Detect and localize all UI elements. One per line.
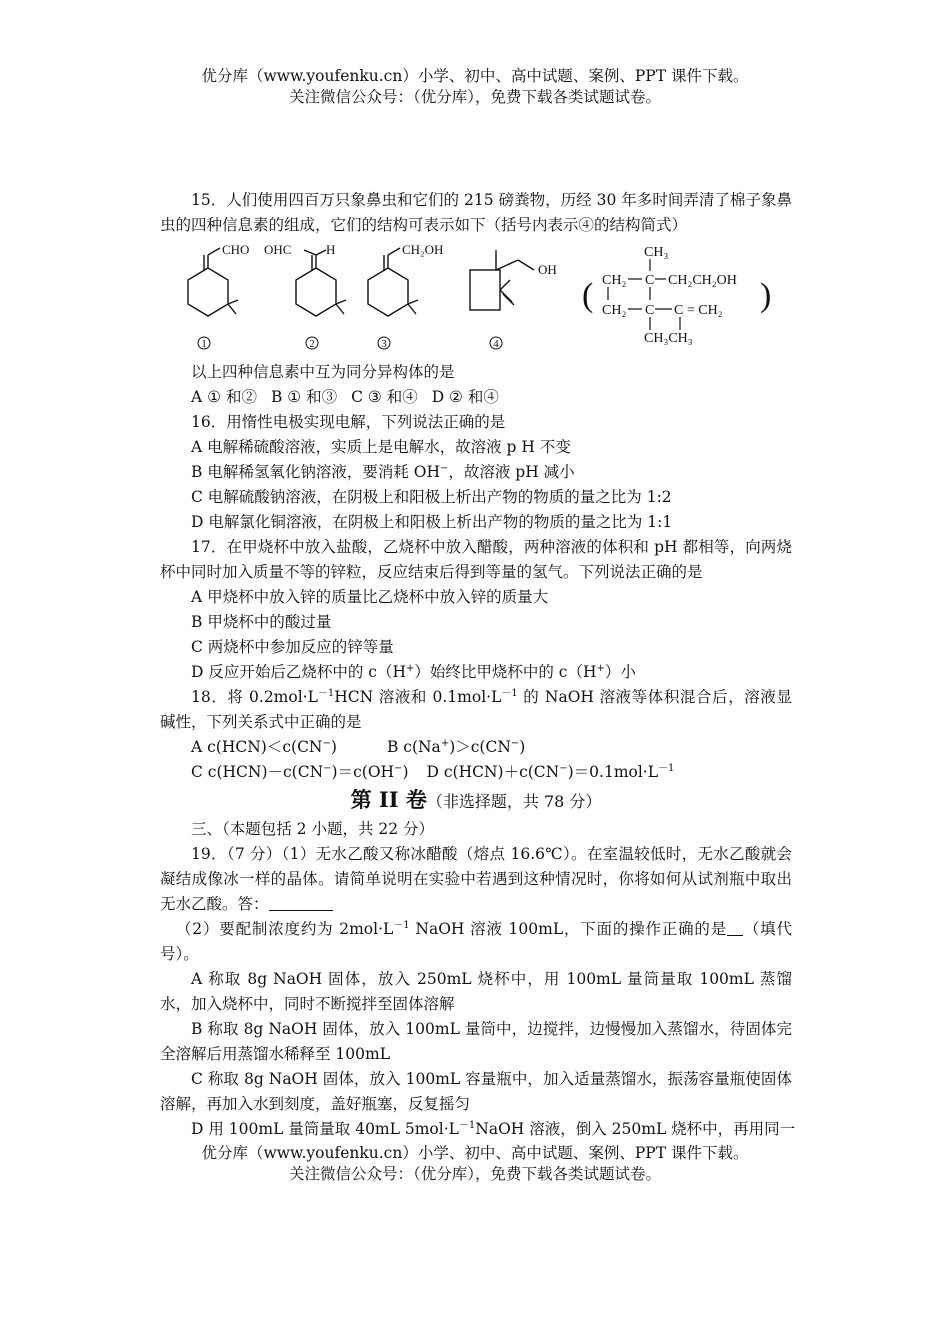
q18-stem-3: 的 NaOH 溶液等体积混合后，溶液显碱性，下列关系式中正确的是 bbox=[160, 688, 792, 731]
q16-option-c: C 电解硫酸钠溶液，在阴极上和阳极上析出产物的物质的量之比为 1:2 bbox=[191, 488, 672, 506]
section-title bbox=[160, 785, 792, 817]
s2-number-label: 2 bbox=[309, 338, 315, 350]
q18-stem-1: 18．将 0.2mol·L bbox=[191, 688, 318, 706]
q18-options-ab bbox=[160, 735, 792, 760]
q18-options-cd bbox=[160, 760, 792, 785]
q18-d-1: D c(HCN)＋c(CN bbox=[426, 763, 560, 781]
q16-b-text-2: ，故溶液 pH 减小 bbox=[448, 463, 575, 481]
q15-option-d: D ② 和④ bbox=[431, 388, 499, 406]
q17-d-text-3: ）小 bbox=[604, 663, 636, 681]
q19-answer-blank-1[interactable] bbox=[269, 894, 333, 911]
q19-d-text-1: D 用 100mL 量筒量取 40mL 5mol·L bbox=[191, 1120, 459, 1138]
q18-c-sup-1: − bbox=[323, 762, 332, 774]
q18-stem bbox=[160, 685, 792, 735]
q17-option-b: B 甲烧杯中的酸过量 bbox=[191, 613, 332, 631]
q18-c-1: C c(HCN)－c(CN bbox=[191, 763, 324, 781]
q18-b-1: B c(Na bbox=[386, 738, 441, 756]
q18-c-sup-2: − bbox=[394, 762, 403, 774]
s4-group-label: OH bbox=[538, 262, 557, 277]
row2-c: C bbox=[645, 303, 655, 318]
q15-stem: 15．人们使用四百万只象鼻虫和它们的 215 磅粪物，历经 30 年多时间弄清了棉子象鼻虫的四种信息素的组成，它们的结构可表示如下（括号内表示④的结构简式） bbox=[160, 191, 792, 234]
q16-b-text-1: B 电解稀氢氧化钠溶液，要消耗 OH bbox=[191, 463, 440, 481]
bottom-ch3ch3: CH₃CH₃ bbox=[644, 331, 693, 346]
q19-part1 bbox=[160, 842, 792, 917]
footer-line-1: 优分库（www.youfenku.cn）小学、初中、高中试题、案例、PPT 课件下载。 bbox=[201, 1144, 749, 1162]
header-line-2: 关注微信公众号：（优分库），免费下载各类试题试卷。 bbox=[288, 88, 661, 106]
q16-b-sup: − bbox=[439, 462, 449, 474]
s3-group-label: CH₂OH bbox=[402, 242, 444, 257]
q17-option-a: A 甲烧杯中放入锌的质量比乙烧杯中放入锌的质量大 bbox=[191, 588, 549, 606]
q17-d-sup-1: + bbox=[405, 662, 415, 674]
q16-stem: 16．用惰性电极实现电解，下列说法正确的是 bbox=[191, 413, 506, 431]
part-three-heading: 三、（本题包括 2 小题，共 22 分） bbox=[191, 820, 435, 838]
q16-option-b bbox=[160, 460, 792, 485]
q19-part2-text-3: （填代号）。 bbox=[160, 920, 792, 963]
footer-line-2: 关注微信公众号：（优分库），免费下载各类试题试卷。 bbox=[288, 1165, 661, 1183]
q19-part1-text: 19．（7 分）（1）无水乙酸又称冰醋酸（熔点 16.6℃）。在室温较低时，无水乙酸就会凝结成像冰一样的晶体。请简单说明在实验中若遇到这种情况时，你将如何从试剂瓶中取出无水乙酸。答： bbox=[160, 845, 792, 913]
q17-stem: 17．在甲烧杯中放入盐酸，乙烧杯中放入醋酸，两种溶液的体积和 pH 都相等，向两烧杯中同时加入质量不等的锌粒，反应结束后得到等量的氢气。下列说法正确的是 bbox=[160, 538, 792, 581]
q19-part2 bbox=[160, 917, 792, 967]
q16-option-a: A 电解稀硫酸溶液，实质上是电解水，故溶液 p H 不变 bbox=[191, 438, 571, 456]
q18-d-sup-1: − bbox=[559, 762, 568, 774]
q18-stem-sup-1: －1 bbox=[317, 687, 335, 699]
s1-number-label: 1 bbox=[201, 338, 207, 350]
q18-b-sup-2: − bbox=[510, 737, 520, 749]
q15-option-b: B ① 和③ bbox=[270, 388, 338, 406]
q17-d-text-2: ）始终比甲烧杯中的 c（H bbox=[414, 663, 597, 681]
structure-1 bbox=[188, 242, 249, 350]
q18-d-2: )＝0.1mol·L bbox=[567, 763, 659, 781]
s2-h-label: H bbox=[326, 242, 336, 257]
paren-close: ) bbox=[760, 277, 772, 314]
q16-option-d: D 电解氯化铜溶液，在阴极上和阳极上析出产物的物质的量之比为 1:1 bbox=[191, 513, 673, 531]
row1-left: CH₂ bbox=[602, 273, 627, 288]
row2-left: CH₂ bbox=[602, 303, 627, 318]
row2-right: C = CH₂ bbox=[674, 303, 723, 318]
q18-b-3: ) bbox=[519, 738, 526, 756]
q15-option-c: C ③ 和④ bbox=[351, 388, 418, 406]
s2-group-label: OHC bbox=[264, 242, 292, 257]
s1-group-label: CHO bbox=[222, 242, 250, 257]
section-title-sub: （非选择题，共 78 分） bbox=[426, 792, 602, 811]
header-line-1: 优分库（www.youfenku.cn）小学、初中、高中试题、案例、PPT 课件下载。 bbox=[201, 67, 749, 85]
q18-b-sup-1: + bbox=[440, 737, 450, 749]
s3-number-label: 3 bbox=[381, 338, 387, 350]
q18-stem-sup-2: －1 bbox=[501, 687, 518, 699]
document-body bbox=[160, 188, 796, 1142]
q19-option-c: C 称取 8g NaOH 固体，放入 100mL 容量瓶中，加入适量蒸馏水，振荡容量瓶使固体溶解，再加入水到刻度，盖好瓶塞，反复摇匀 bbox=[160, 1070, 792, 1113]
q18-c-2: )＝c(OH bbox=[331, 763, 395, 781]
q19-part2-sup: －1 bbox=[393, 919, 410, 931]
structure-3 bbox=[368, 242, 443, 350]
q19-option-a: A 称取 8g NaOH 固体，放入 250mL 烧杯中，用 100mL 量筒量取 100mL 蒸馏水，加入烧杯中，同时不断搅拌至固体溶解 bbox=[160, 970, 792, 1013]
paren-open: ( bbox=[582, 277, 594, 314]
structure-4 bbox=[470, 250, 557, 350]
q19-part2-text-1: （2）要配制浓度约为 2mol·L bbox=[176, 920, 394, 938]
structure-4-expanded bbox=[582, 245, 771, 346]
q18-c-3: ) bbox=[402, 763, 409, 781]
q19-d-sup: －1 bbox=[458, 1119, 476, 1131]
q18-a-sup: − bbox=[322, 737, 331, 749]
q15-option-a: A ① 和② bbox=[191, 388, 257, 406]
page-footer bbox=[0, 1143, 950, 1185]
row1-right: CH₂CH₂OH bbox=[668, 273, 737, 288]
q15-follow: 以上四种信息素中互为同分异构体的是 bbox=[191, 363, 455, 381]
q19-answer-blank-2[interactable] bbox=[727, 919, 743, 936]
page-header bbox=[0, 66, 950, 108]
q19-option-b: B 称取 8g NaOH 固体，放入 100mL 量筒中，边搅拌，边慢慢加入蒸馏水，待固体完全溶解后用蒸馏水稀释至 100mL bbox=[160, 1020, 792, 1063]
q17-option-d bbox=[160, 660, 792, 685]
q19-option-d bbox=[160, 1117, 796, 1142]
structure-2 bbox=[264, 242, 346, 350]
q18-b-2: )＞c(CN bbox=[449, 738, 511, 756]
q18-d-sup-2: －1 bbox=[658, 762, 675, 774]
q17-option-c: C 两烧杯中参加反应的锌等量 bbox=[191, 638, 394, 656]
q15-options bbox=[160, 385, 792, 410]
ch3-top: CH₃ bbox=[644, 245, 669, 260]
pheromone-structures-figure bbox=[178, 242, 778, 354]
q18-a-2: ) bbox=[330, 738, 337, 756]
s4-number-label: 4 bbox=[493, 338, 499, 350]
q18-stem-2: HCN 溶液和 0.1mol·L bbox=[334, 688, 502, 706]
q17-d-text-1: D 反应开始后乙烧杯中的 c（H bbox=[191, 663, 406, 681]
q19-part2-text-2: NaOH 溶液 100mL，下面的操作正确的是 bbox=[409, 920, 728, 938]
q17-d-sup-2: + bbox=[596, 662, 605, 674]
q19-d-text-2: NaOH 溶液，倒入 250mL 烧杯中，再用同一 bbox=[475, 1120, 796, 1138]
section-title-main: 第 II 卷 bbox=[350, 787, 427, 812]
q18-a-1: A c(HCN)＜c(CN bbox=[191, 738, 323, 756]
row1-c: C bbox=[645, 273, 655, 288]
